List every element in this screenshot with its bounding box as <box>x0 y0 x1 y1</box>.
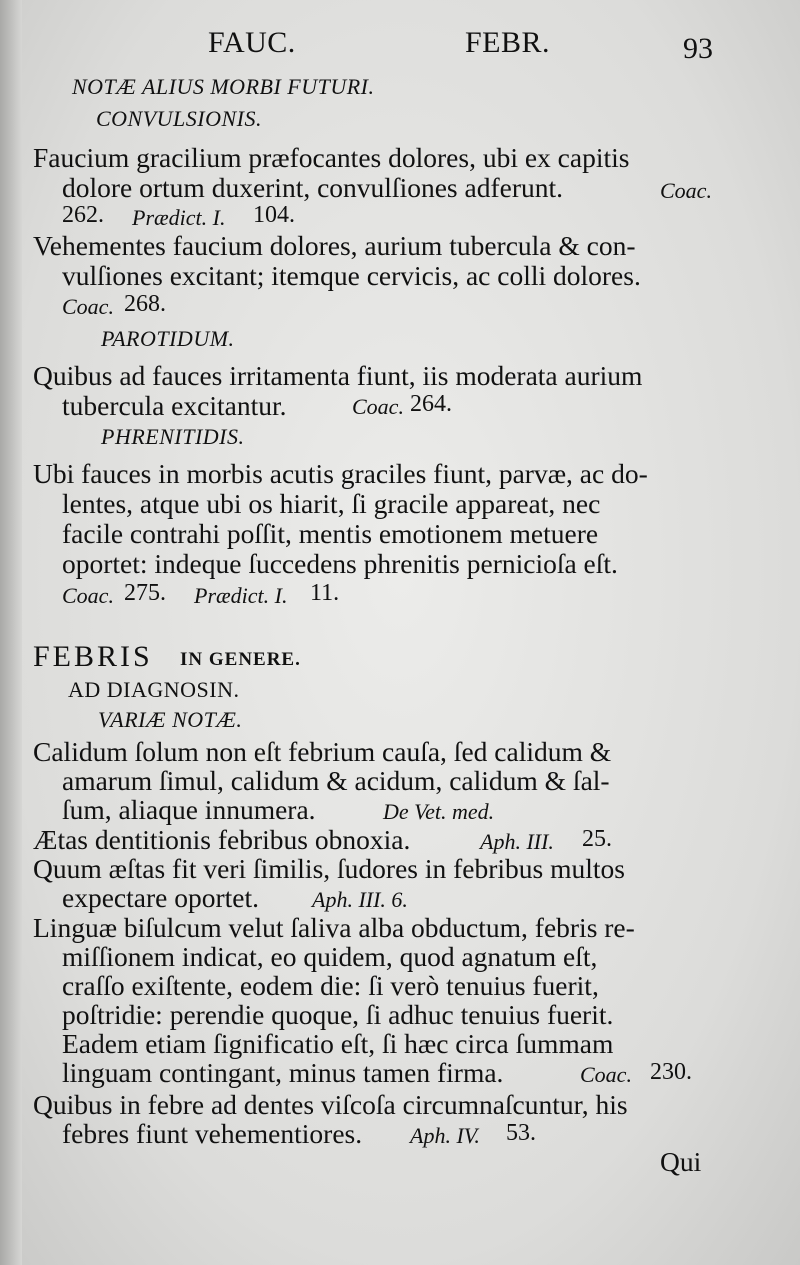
p9-line-2: febres fiunt vehementiores. <box>62 1118 363 1149</box>
p6-line-1: Ætas dentitionis febribus obnoxia. <box>33 824 411 855</box>
p5-line-2: amarum ſimul, calidum & acidum, calidum & ſal- <box>62 765 610 796</box>
heading-notae-alius: NOTÆ ALIUS MORBI FUTURI. <box>72 74 375 99</box>
p8-line-6: linguam contingant, minus tamen firma. <box>62 1057 504 1088</box>
p4-line-2: lentes, atque ubi os hiarit, ſi gracile appareat, nec <box>62 488 601 519</box>
running-head-right: FEBR. <box>465 26 551 59</box>
heading-phrenitidis: PHRENITIDIS. <box>101 424 245 449</box>
p5-line-3: ſum, aliaque innumera. <box>62 794 316 825</box>
heading-convulsionis: CONVULSIONIS. <box>96 106 263 131</box>
p2-line-2: vulſiones excitant; itemque cervicis, ac colli dolores. <box>62 260 641 291</box>
p3-line-1: Quibus ad fauces irritamenta fiunt, iis moderata aurium <box>33 360 643 391</box>
heading-variae-notae: VARIÆ NOTÆ. <box>98 707 243 732</box>
p9-ref: Aph. IV. <box>410 1123 480 1148</box>
p8-ref: Coac. <box>580 1062 632 1087</box>
p1-ref-coac: Coac. <box>660 178 712 203</box>
p1-ref-praedict-number: 104. <box>253 202 295 228</box>
p4-ref-coac: Coac. <box>62 583 114 608</box>
p1-line-2: dolore ortum duxerint, convulſiones adferunt. <box>62 172 563 203</box>
p2-ref-coac: Coac. <box>62 294 114 319</box>
p3-ref-coac: Coac. <box>352 394 404 419</box>
heading-febris: FEBRIS <box>33 640 153 673</box>
p8-line-5: Eadem etiam ſignificatio eſt, ſi hæc circa ſummam <box>62 1028 614 1059</box>
p4-ref-praedict-number: 11. <box>310 580 340 606</box>
p5-ref: De Vet. med. <box>383 799 495 824</box>
p7-ref: Aph. III. 6. <box>312 887 408 912</box>
p6-ref-number: 25. <box>582 826 612 852</box>
p4-line-3: facile contrahi poſſit, mentis emotionem metuere <box>62 518 599 549</box>
p4-ref-number: 275. <box>124 580 166 606</box>
p1-ref-number: 262. <box>62 202 104 228</box>
p8-ref-number: 230. <box>650 1059 692 1085</box>
p3-line-2: tubercula excitantur. <box>62 390 287 421</box>
catchword: Qui <box>660 1146 702 1177</box>
p8-line-3: craſſo exiſtente, eodem die: ſi verò tenuius fuerit, <box>62 970 599 1001</box>
p1-line-1: Faucium gracilium præfocantes dolores, ubi ex capitis <box>33 142 630 173</box>
p4-ref-praedict: Prædict. I. <box>194 583 288 608</box>
p8-line-4: poſtridie: perendie quoque, ſi adhuc tenuius fuerit. <box>62 999 614 1030</box>
p2-ref-number: 268. <box>124 291 166 317</box>
p9-line-1: Quibus in febre ad dentes viſcoſa circumnaſcuntur, his <box>33 1089 628 1120</box>
p6-ref: Aph. III. <box>480 829 554 854</box>
heading-parotidum: PAROTIDUM. <box>101 326 235 351</box>
heading-ad-diagnosin: AD DIAGNOSIN. <box>68 677 240 702</box>
p7-line-1: Quum æſtas fit veri ſimilis, ſudores in febribus multos <box>33 853 625 884</box>
heading-in-genere: IN GENERE. <box>180 649 301 670</box>
p9-ref-number: 53. <box>506 1120 536 1146</box>
p8-line-1: Linguæ biſulcum velut ſaliva alba obductum, febris re- <box>33 912 635 943</box>
p2-line-1: Vehementes faucium dolores, aurium tubercula & con- <box>33 230 636 261</box>
p4-line-1: Ubi fauces in morbis acutis graciles fiunt, parvæ, ac do- <box>33 458 648 489</box>
page-edge-shadow <box>0 0 22 1265</box>
p7-line-2: expectare oportet. <box>62 882 259 913</box>
page-number: 93 <box>683 32 713 65</box>
p8-line-2: miſſionem indicat, eo quidem, quod agnatum eſt, <box>62 941 598 972</box>
p1-ref-praedict: Prædict. I. <box>132 205 226 230</box>
p4-line-4: oportet: indeque ſuccedens phrenitis pernicioſa eſt. <box>62 548 618 579</box>
p5-line-1: Calidum ſolum non eſt febrium cauſa, ſed calidum & <box>33 736 612 767</box>
running-head-left: FAUC. <box>208 26 296 59</box>
p3-ref-number: 264. <box>410 391 452 417</box>
